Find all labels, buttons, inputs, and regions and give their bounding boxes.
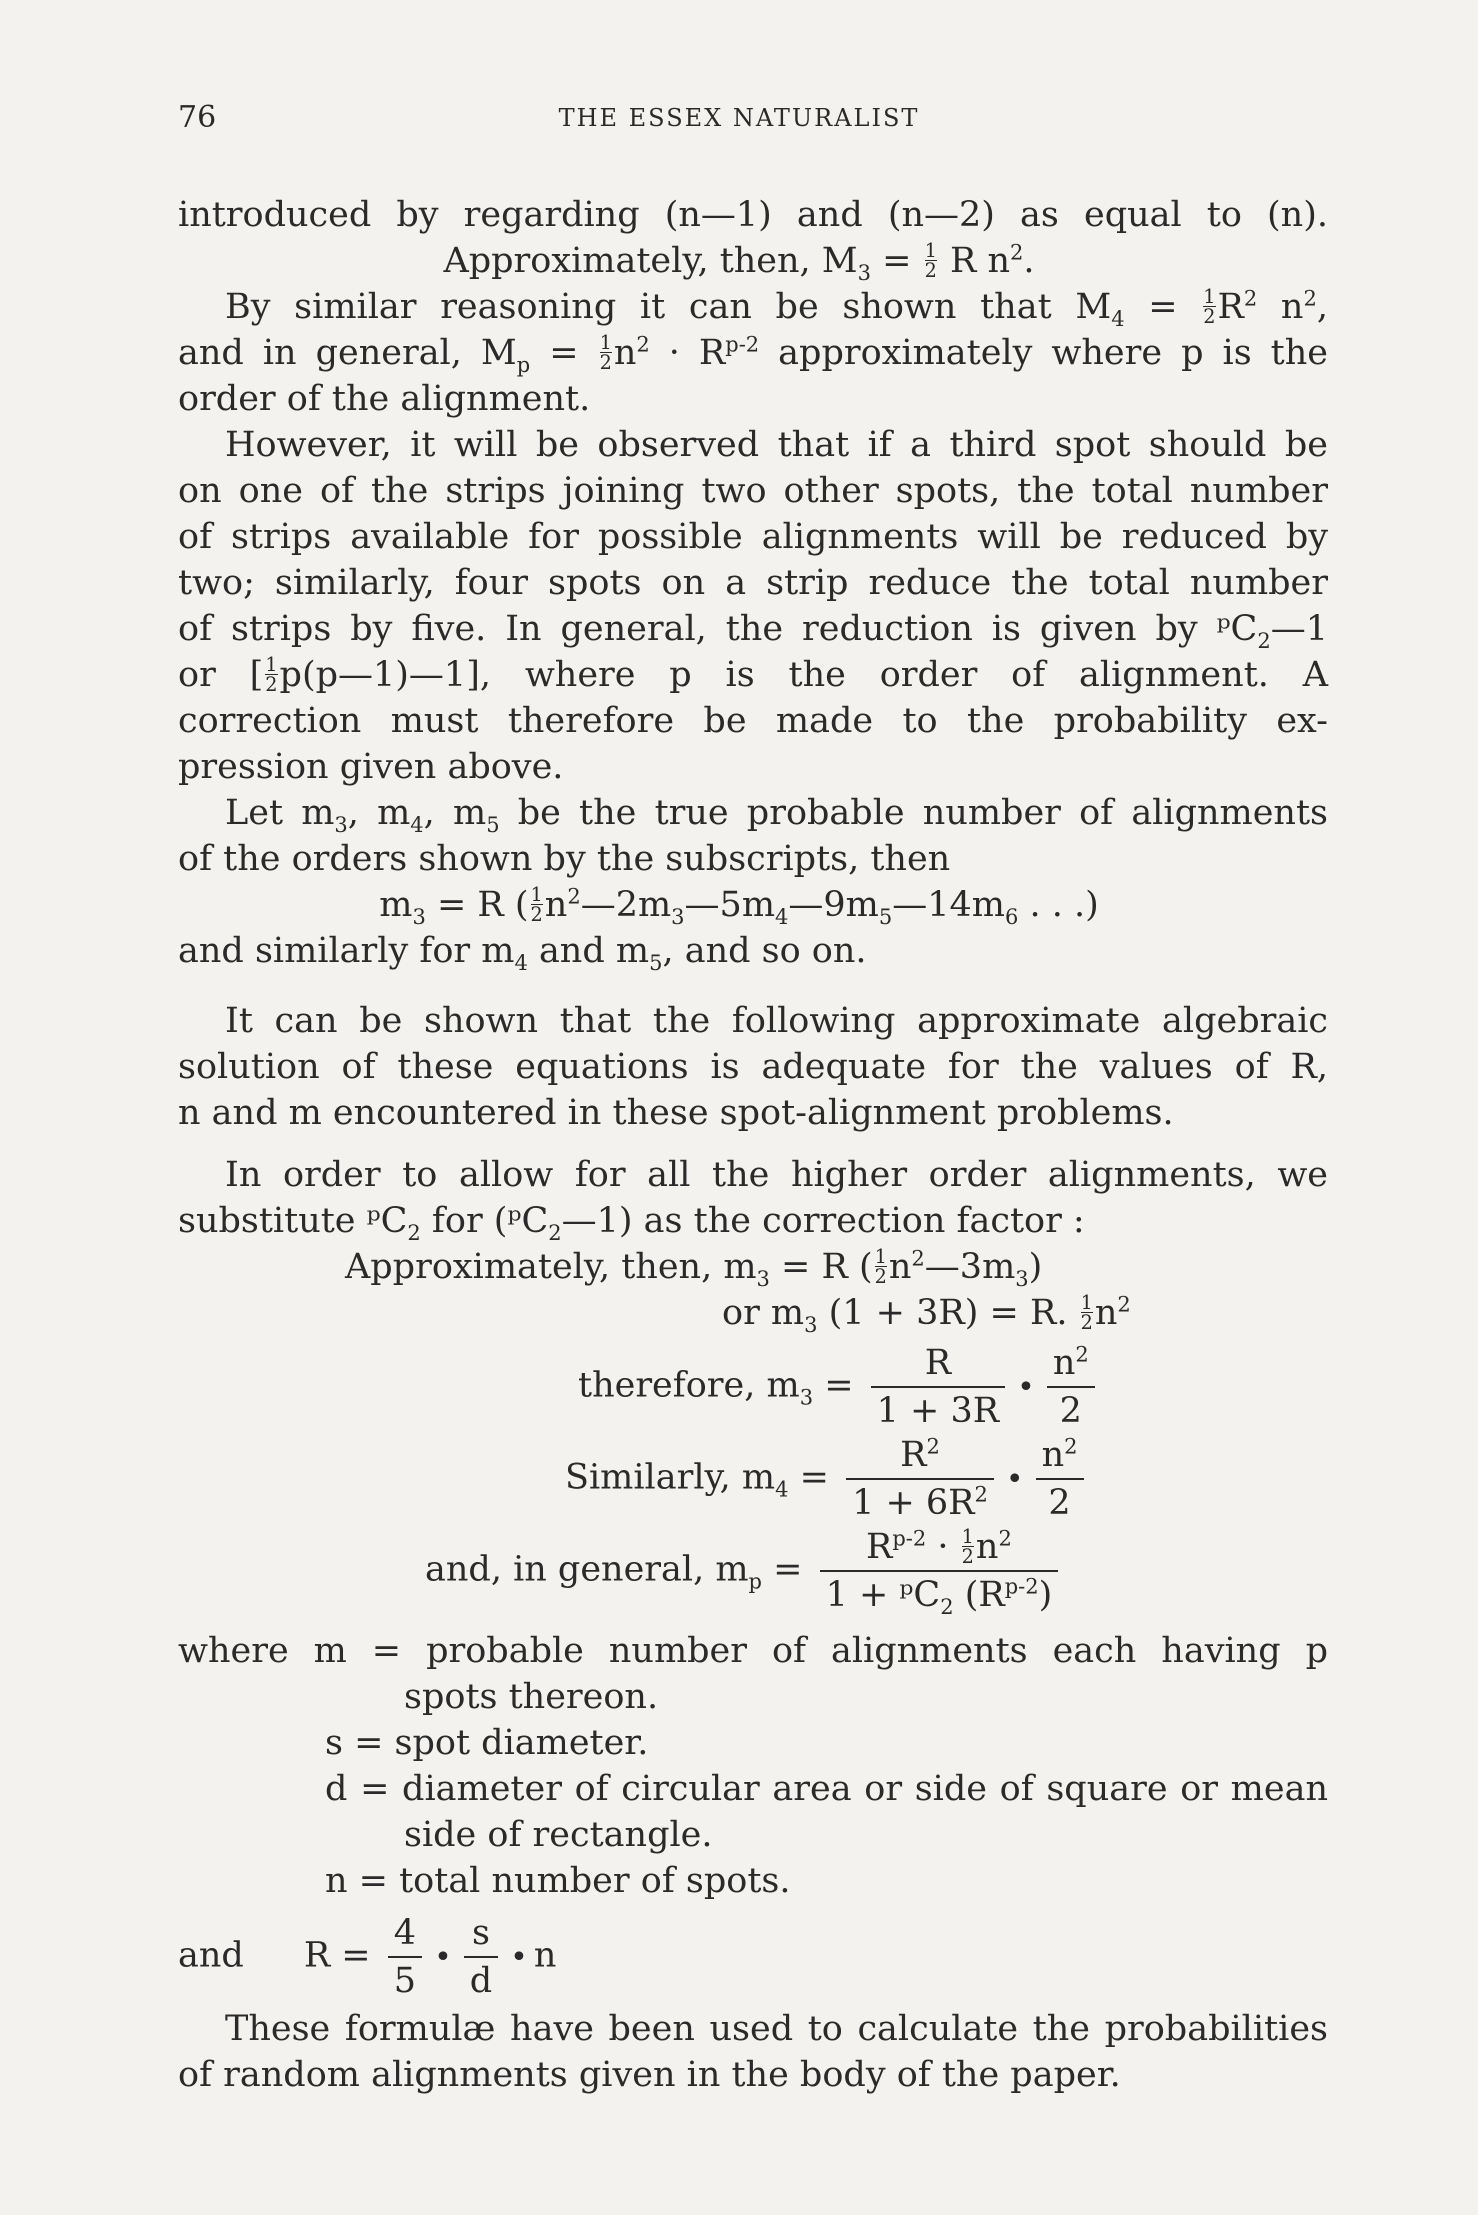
text-line: or [ $\frac{1}{2}$ p(p—1)—1], where p is the order of alignment. A (178, 652, 1328, 696)
equation-line: or $m_3$ (1 + 3R) = R. $\frac{1}{2}$ $n^2$ (722, 1290, 1131, 1337)
fraction-half: $\frac{1}{2}$ (1080, 1290, 1093, 1334)
equation-m4: Similarly, $m_4$ = $\frac{R^2}{1 + 6R^2}$ • $\frac{n^2}{2}$ (565, 1432, 1090, 1526)
journal-title: THE ESSEX NATURALIST (558, 104, 920, 132)
definition-n: n = total number of spots. (325, 1861, 791, 1901)
fraction-half: $\frac{1}{2}$ (1203, 284, 1216, 328)
text-line: Let $m_3$, $m_4$, $m_5$ be the true probable number of alignments (225, 793, 1328, 837)
fraction: $\frac{n^2}{2}$ (1036, 1432, 1084, 1526)
definition-d: d = diameter of circular area or side of square or mean (325, 1769, 1328, 1809)
fraction-half: $\frac{1}{2}$ (265, 652, 278, 696)
fraction: $\frac{R^2}{1 + 6R^2}$ (846, 1432, 994, 1526)
fraction: $\frac{n^2}{2}$ (1047, 1340, 1095, 1434)
equation-mp: and, in general, $m_p$ = $R^{p-2}$ · $\frac{1}{2}$ $n^2$ 1 + ᵖC$_2$ $(R^{p-2})$ (425, 1524, 1064, 1618)
equation-line: Approximately, then, $m_3 = R$ ( $\frac{1}{2}$ $n^2—3m_3$) (345, 1244, 1043, 1291)
text-line: of the orders shown by the subscripts, then (178, 839, 951, 879)
fraction: $R^{p-2}$ · $\frac{1}{2}$ $n^2$ 1 + ᵖC$_2$ $(R^{p-2})$ (820, 1524, 1059, 1618)
text-line: introduced by regarding (n—1) and (n—2) as equal to (n). (178, 195, 1328, 235)
running-header (0, 100, 1478, 140)
text-line: on one of the strips joining two other spots, the total number (178, 471, 1328, 511)
text-line: By similar reasoning it can be shown that $M_4$ = $\frac{1}{2}$ $R^2$ $n^2$, (225, 284, 1328, 331)
fraction-half: $\frac{1}{2}$ (599, 330, 612, 374)
definition-s: s = spot diameter. (325, 1723, 649, 1763)
page-number: 76 (178, 100, 217, 135)
equation-line: Approximately, then, $M_3$ = $\frac{1}{2}$ R $n^2$. (443, 238, 1035, 285)
text-line: In order to allow for all the higher order alignments, we (225, 1155, 1328, 1195)
fraction-half: $\frac{1}{2}$ (924, 238, 937, 282)
text-line: two; similarly, four spots on a strip reduce the total number (178, 563, 1328, 603)
definition-m: where m = probable number of alignments each having p (178, 1631, 1328, 1671)
text-line: However, it will be observed that if a third spot should be (225, 425, 1328, 465)
text-line: of strips by five. In general, the reduction is given by ᵖC$_2$—1 (178, 609, 1328, 653)
text-line: and similarly for $m_4$ and $m_5$, and so on. (178, 931, 867, 975)
text-line: substitute ᵖC$_2$ for (ᵖC$_2$—1) as the correction factor : (178, 1201, 1085, 1245)
fraction: $\frac{4}{5}$ (388, 1910, 422, 2004)
fraction-half: $\frac{1}{2}$ (530, 882, 543, 926)
text-line: correction must therefore be made to the probability ex- (178, 701, 1328, 741)
fraction: $\frac{s}{d}$ (464, 1910, 498, 2004)
fraction: $\frac{R}{1 + 3R}$ (871, 1340, 1005, 1434)
text-line: These formulæ have been used to calculate the probabilities (225, 2009, 1328, 2049)
text-line: pression given above. (178, 747, 564, 787)
equation-m3: therefore, $m_3$ = $\frac{R}{1 + 3R}$ • $\frac{n^2}{2}$ (578, 1340, 1101, 1434)
text-line: order of the alignment. (178, 379, 591, 419)
text-line: solution of these equations is adequate for the values of R, (178, 1047, 1328, 1087)
text-line: of strips available for possible alignments will be reduced by (178, 517, 1328, 557)
text-line: n and m encountered in these spot-alignment problems. (178, 1093, 1174, 1133)
equation-line: $m_3 = R$ ( $\frac{1}{2}$ $n^2—2m_3—5m_4—9m_5—14m_6$ . . .) (379, 882, 1099, 929)
text-line: spots thereon. (404, 1677, 659, 1717)
fraction-half: $\frac{1}{2}$ (961, 1524, 974, 1568)
text-line: side of rectangle. (404, 1815, 713, 1855)
fraction-half: $\frac{1}{2}$ (874, 1244, 887, 1288)
text-line: of random alignments given in the body of the paper. (178, 2055, 1121, 2095)
text-line: and in general, $M_p$ = $\frac{1}{2}$ $n^2 \cdot R^{p-2}$ approximately where p is the (178, 330, 1328, 377)
text-line: It can be shown that the following approximate algebraic (225, 1001, 1328, 1041)
equation-R: and R = $\frac{4}{5}$ • $\frac{s}{d}$ • n (178, 1910, 556, 2004)
